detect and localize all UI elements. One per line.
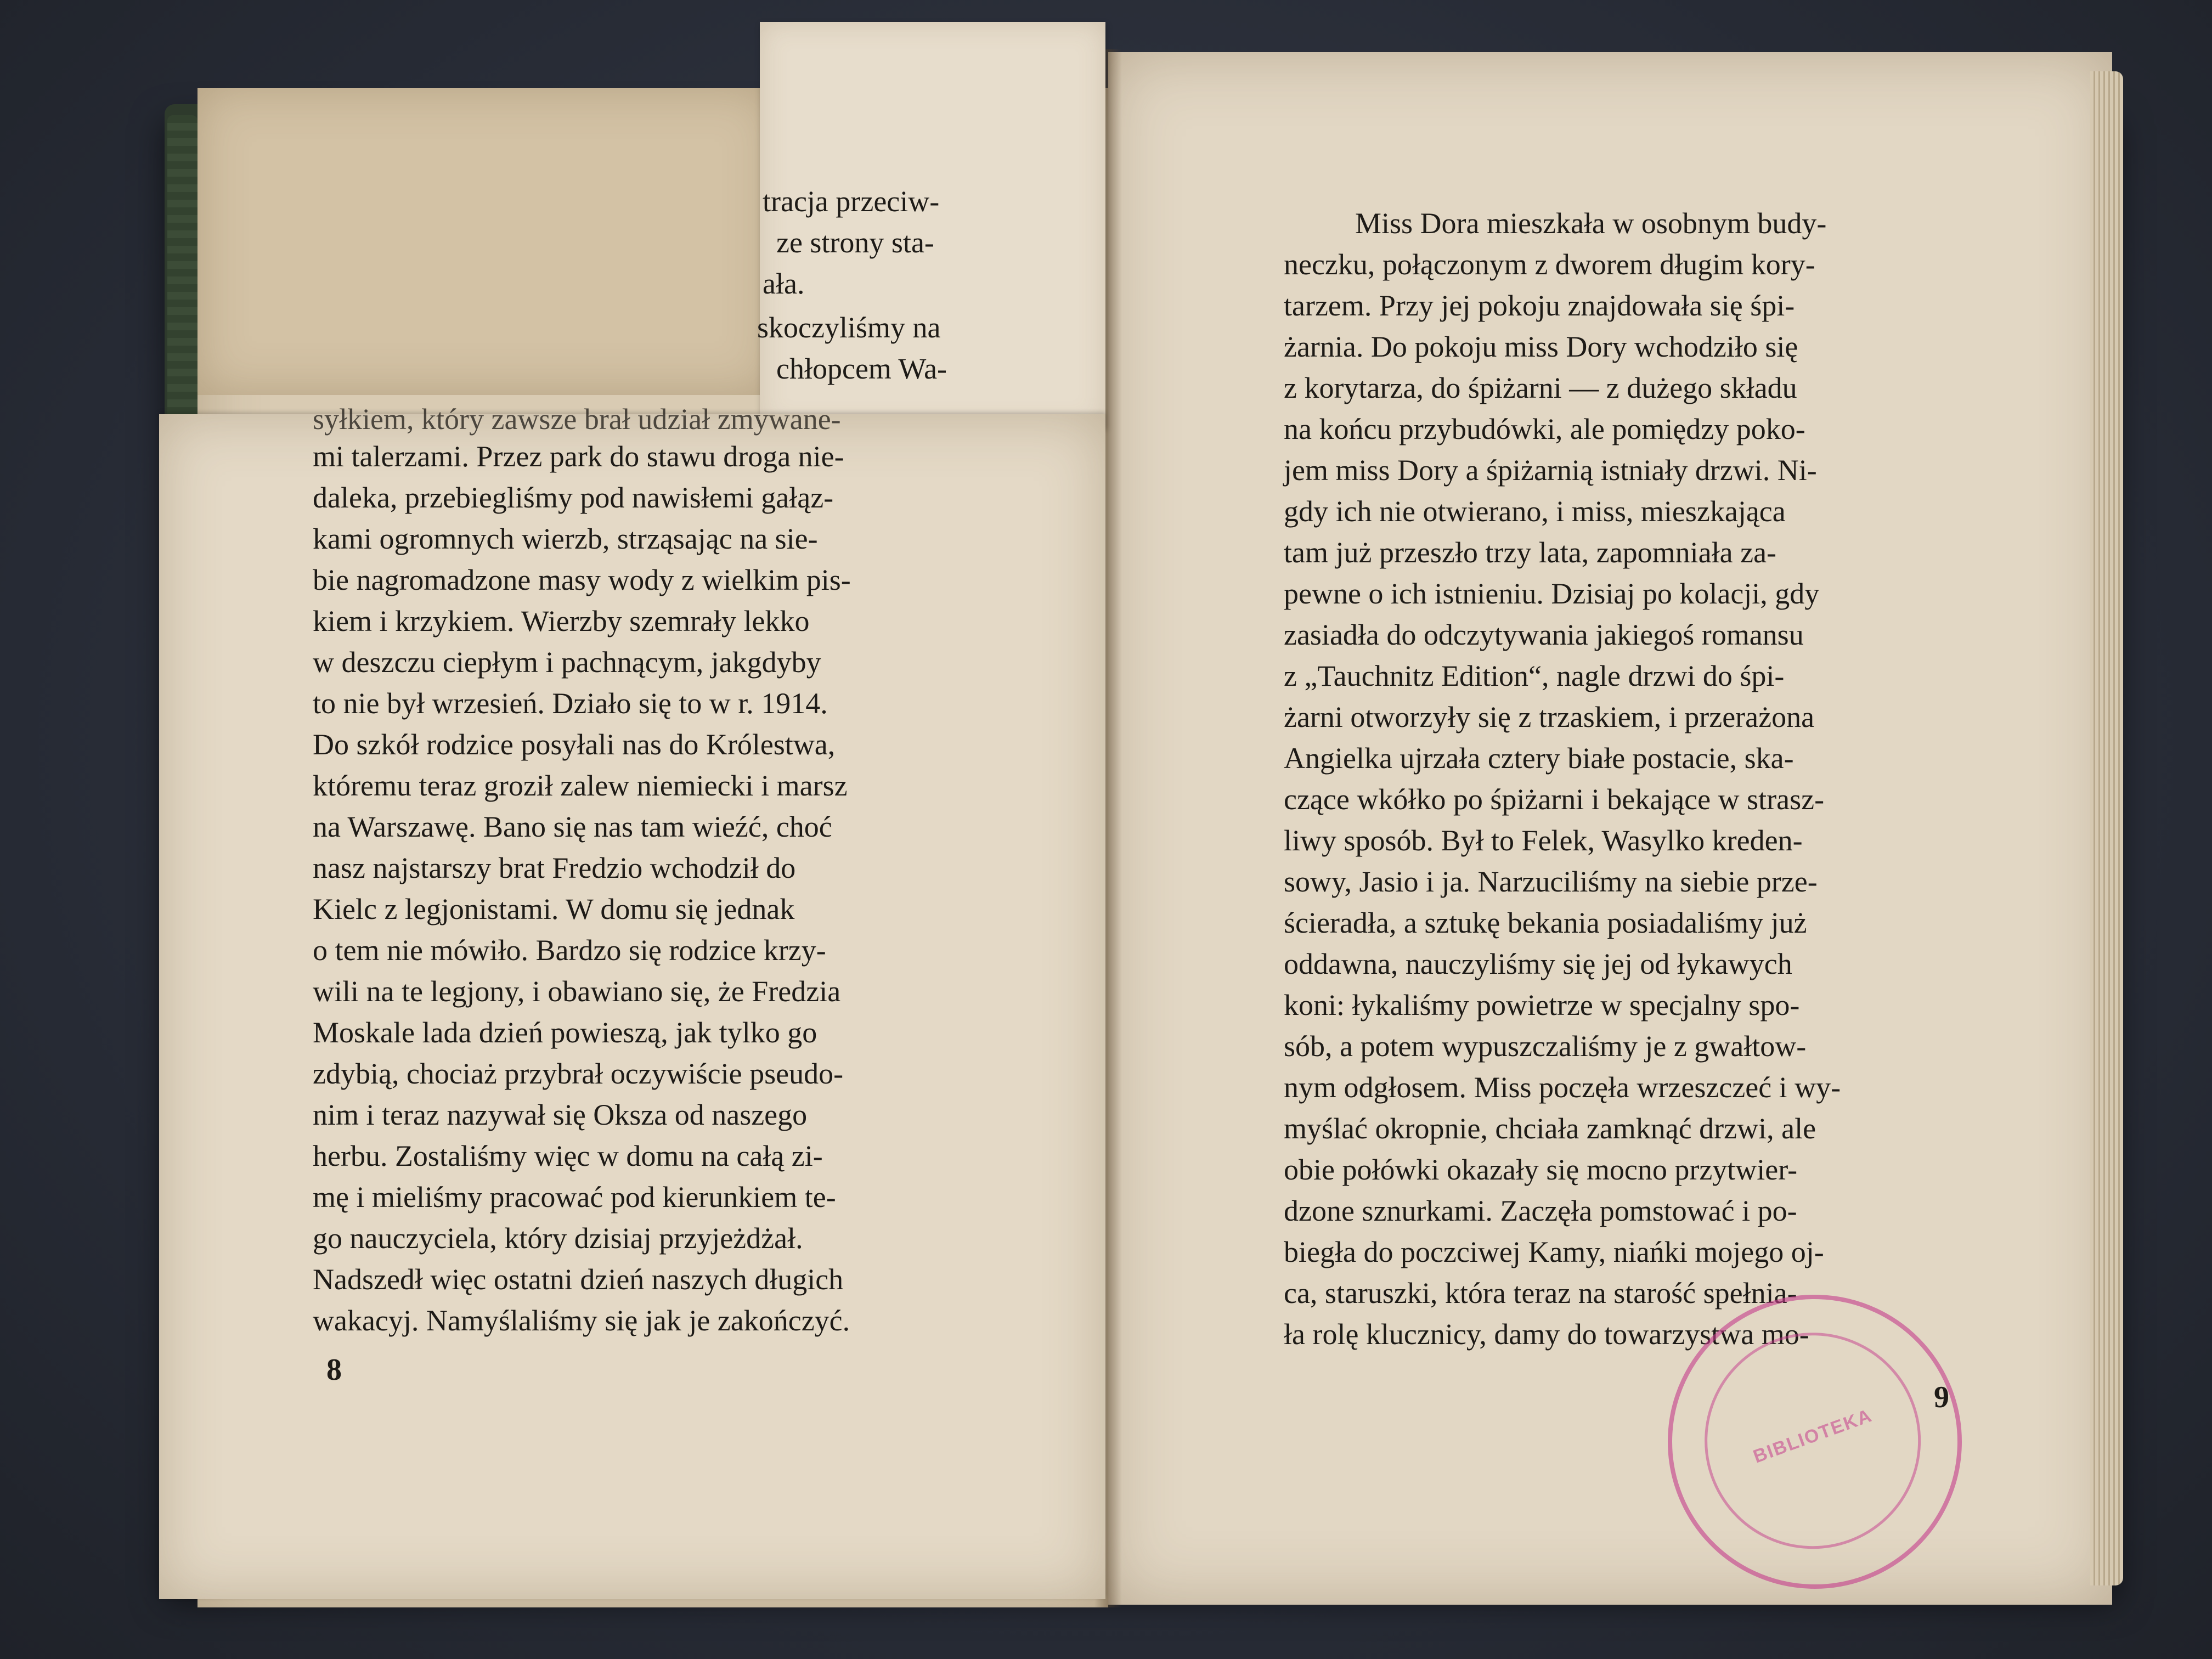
text-line: któremu teraz groził zalew niemiecki i marsz [313,769,848,802]
text-line: koni: łykaliśmy powietrze w specjalny spo- [1284,989,1800,1022]
text-line: Do szkół rodzice posyłali nas do Królestwa, [313,728,836,761]
text-line: zasiadła do odczytywania jakiegoś romansu [1284,618,1804,651]
text-line: sowy, Jasio i ja. Narzuciliśmy na siebie prze- [1284,865,1818,898]
text-line: tarzem. Przy jej pokoju znajdowała się śpi- [1284,289,1795,322]
text-line: na Warszawę. Bano się nas tam wieźć, choć [313,810,832,843]
text-line: Moskale lada dzień powieszą, jak tylko go [313,1016,817,1049]
text-line: wakacyj. Namyślaliśmy się jak je zakończyć. [313,1304,850,1337]
text-line: kami ogromnych wierzb, strząsając na sie- [313,522,818,555]
text-line: herbu. Zostaliśmy więc w domu na całą zi- [313,1139,823,1172]
text-line: bie nagromadzone masy wody z wielkim pis- [313,563,851,596]
text-line: z korytarza, do śpiżarni — z dużego składu [1284,371,1797,404]
left-page [159,403,1105,1599]
text-line: nim i teraz nazywał się Oksza od naszego [313,1098,808,1131]
text-line: dzone sznurkami. Zaczęła pomstować i po- [1284,1194,1797,1227]
text-line: żarni otworzyły się z trzaskiem, i przerażona [1284,701,1815,733]
text-line: tam już przeszło trzy lata, zapomniała za- [1284,536,1777,569]
text-line: kiem i krzykiem. Wierzby szemrały lekko [313,605,810,637]
partial-text-line: syłkiem, który zawsze brał udział zmywane- [313,403,841,436]
page-number: 8 [326,1353,342,1387]
strip-line: ze strony sta- [776,226,934,259]
text-line: sób, a potem wypuszczaliśmy je z gwałtow- [1284,1030,1807,1063]
text-line: nym odgłosem. Miss poczęła wrzeszczeć i wy- [1284,1071,1841,1104]
text-line: neczku, połączonym z dworem długim kory- [1284,248,1815,281]
text-line: żarnia. Do pokoju miss Dory wchodziło się [1284,330,1798,363]
text-line: ścieradła, a sztukę bekania posiadaliśmy już [1284,906,1807,939]
text-line: obie połówki okazały się mocno przytwier- [1284,1153,1798,1186]
text-line: czące wkółko po śpiżarni i bekające w strasz- [1284,783,1825,816]
text-line: z „Tauchnitz Edition“, nagle drzwi do śpi- [1284,659,1785,692]
torn-paper-strip [757,22,1105,428]
text-line: go nauczyciela, który dzisiaj przyjeżdżał. [313,1222,803,1255]
text-line: ła rolę klucznicy, damy do towarzystwa mo- [1284,1318,1809,1351]
text-line: na końcu przybudówki, ale pomiędzy poko- [1284,413,1805,445]
text-line: ca, staruszki, która teraz na starość spełnia- [1284,1277,1797,1310]
text-line: oddawna, nauczyliśmy się jej od łykawych [1284,947,1792,980]
strip-line: tracja przeciw- [763,185,940,218]
text-line: zdybią, chociaż przybrał oczywiście pseudo- [313,1057,844,1090]
text-line: pewne o ich istnieniu. Dzisiaj po kolacji, gdy [1284,577,1820,610]
strip-line: skoczyliśmy na [757,311,941,344]
text-line: Nadszedł więc ostatni dzień naszych długich [313,1263,844,1296]
text-line: jem miss Dory a śpiżarnią istniały drzwi. Ni- [1284,454,1817,487]
stamp-text: BIBLIOTEKA [1750,1404,1875,1468]
page-number: 9 [1934,1380,1949,1414]
text-line: biegła do poczciwej Kamy, niańki mojego oj- [1284,1235,1824,1268]
strip-line: ała. [763,267,805,300]
text-line: mę i mieliśmy pracować pod kierunkiem te- [313,1181,836,1214]
left-page-torn-top [198,88,774,395]
text-line: liwy sposób. Był to Felek, Wasylko kreden- [1284,824,1803,857]
text-line: daleka, przebiegliśmy pod nawisłemi gałąz- [313,481,834,514]
text-line: Miss Dora mieszkała w osobnym budy- [1355,207,1827,240]
text-line: to nie był wrzesień. Działo się to w r. 1914. [313,687,828,720]
page-edges [2090,71,2123,1585]
text-line: myślać okropnie, chciała zamknąć drzwi, ale [1284,1112,1816,1145]
text-line: o tem nie mówiło. Bardzo się rodzice krzy- [313,934,826,967]
text-line: w deszczu ciepłym i pachnącym, jakgdyby [313,646,821,679]
text-line: nasz najstarszy brat Fredzio wchodził do [313,851,796,884]
text-line: wili na te legjony, i obawiano się, że Fredzia [313,975,841,1008]
text-line: gdy ich nie otwierano, i miss, mieszkająca [1284,495,1786,528]
strip-line: chłopcem Wa- [776,352,947,385]
text-line: Kielc z legjonistami. W domu się jednak [313,893,795,926]
text-line: Angielka ujrzała cztery białe postacie, ska- [1284,742,1794,775]
text-line: mi talerzami. Przez park do stawu droga nie- [313,440,844,473]
